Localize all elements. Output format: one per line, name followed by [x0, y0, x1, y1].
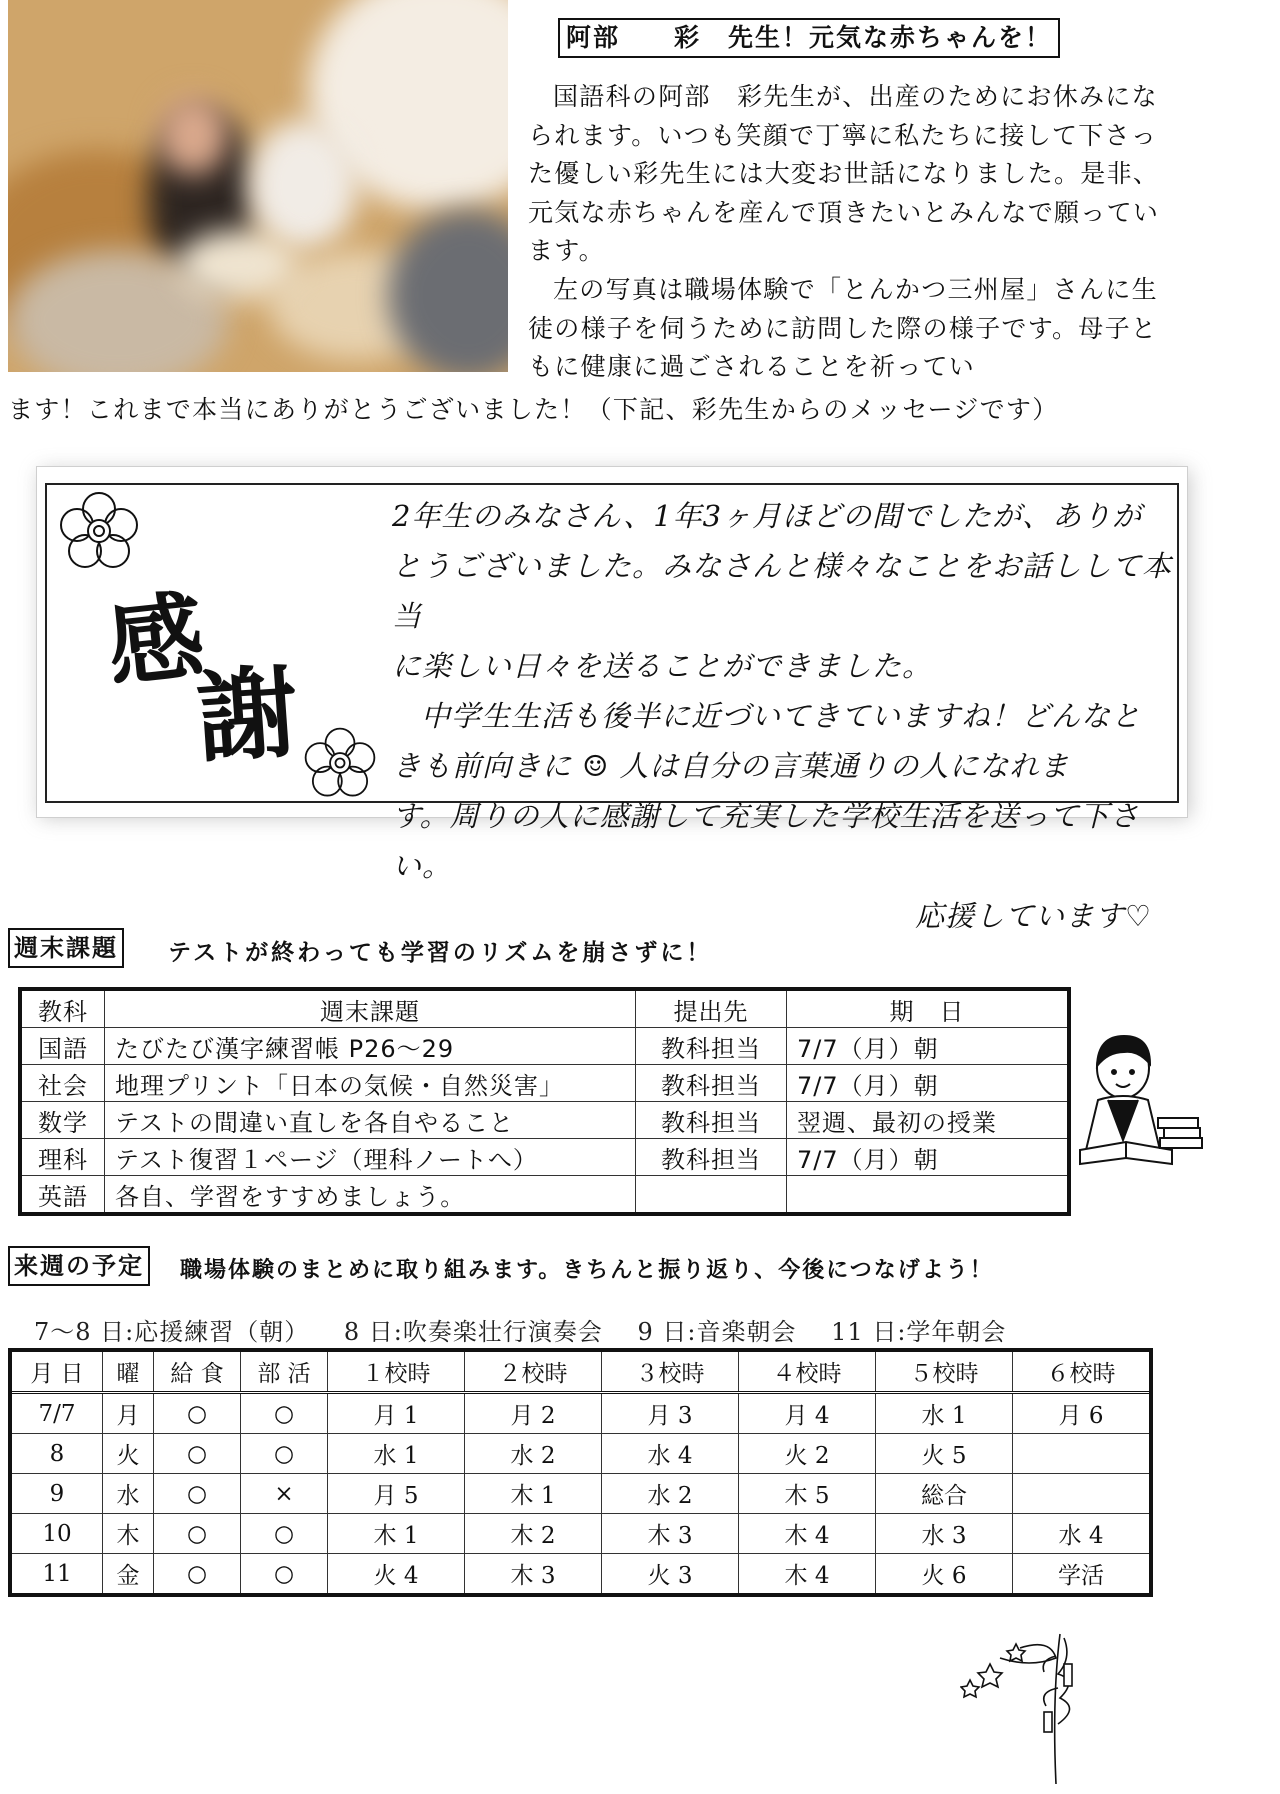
date-cell: 11	[10, 1554, 103, 1596]
tanabata-bamboo-illustration	[960, 1628, 1120, 1788]
period-cell: 木 3	[602, 1514, 739, 1554]
period-cell: 木 4	[739, 1514, 876, 1554]
article-paragraph-2: 左の写真は職場体験で「とんかつ三州屋」さんに生徒の様子を伺うために訪問した際の様子です。母子ともに健康に過ごされることを祈ってい	[528, 274, 1158, 382]
table-row	[20, 1028, 1069, 1065]
flower-icon	[302, 725, 378, 801]
table-header-row	[10, 1350, 1151, 1393]
date-cell: 10	[10, 1514, 103, 1554]
table-row	[20, 1176, 1069, 1215]
club-cell: ○	[241, 1514, 328, 1554]
period-cell: 木 2	[465, 1514, 602, 1554]
period-cell: 木 1	[328, 1514, 465, 1554]
column-header: １校時	[328, 1350, 465, 1393]
message-line: きも前向きに ☺ 人は自分の言葉通りの人になれま	[392, 749, 1070, 783]
lunch-cell: ○	[154, 1474, 241, 1514]
column-header: 曜	[103, 1350, 154, 1393]
club-cell: ○	[241, 1393, 328, 1434]
subject-cell: 社会	[20, 1065, 105, 1102]
next-week-headline: 職場体験のまとめに取り組みます。きちんと振り返り、今後につなげよう！	[180, 1258, 994, 1283]
article-paragraph-tail: ます！これまで本当にありがとうございました！（下記、彩先生からのメッセージです）	[8, 395, 1059, 424]
date-cell: 8	[10, 1434, 103, 1474]
event-list	[34, 1312, 1032, 1347]
teacher-photo	[8, 0, 508, 372]
period-cell: 火 3	[602, 1554, 739, 1596]
article-body	[528, 78, 1168, 387]
task-cell: 地理プリント「日本の気候・自然災害」	[105, 1065, 636, 1102]
period-cell: 火 5	[876, 1434, 1013, 1474]
club-cell: ○	[241, 1554, 328, 1596]
submit-to-cell: 教科担当	[636, 1102, 787, 1139]
period-cell	[1013, 1474, 1152, 1514]
date-cell: 9	[10, 1474, 103, 1514]
event-item: 9 日:音楽朝会	[637, 1318, 797, 1346]
submit-to-cell: 教科担当	[636, 1139, 787, 1176]
message-line: す。周りの人に感謝して充実した学校生活を送って下さい。	[392, 799, 1140, 883]
weekday-cell: 金	[103, 1554, 154, 1596]
period-cell: 水 1	[876, 1393, 1013, 1434]
column-header: 月 日	[10, 1350, 103, 1393]
big-kanji-sha: 謝	[193, 652, 302, 778]
submit-to-cell: 教科担当	[636, 1065, 787, 1102]
article-title: 阿部 彩 先生！元気な赤ちゃんを！	[558, 18, 1060, 58]
task-cell: 各自、学習をすすめましょう。	[105, 1176, 636, 1215]
message-line: 2年生のみなさん、1年3ヶ月ほどの間でしたが、ありが	[392, 499, 1143, 533]
table-row	[20, 1102, 1069, 1139]
period-cell: 水 2	[465, 1434, 602, 1474]
weekend-homework-table	[18, 987, 1071, 1216]
handwritten-message	[392, 491, 1192, 941]
column-header: 週末課題	[105, 989, 636, 1028]
period-cell: 水 4	[602, 1434, 739, 1474]
period-cell: 月 4	[739, 1393, 876, 1434]
event-item: 11 日:学年朝会	[831, 1318, 1007, 1346]
lunch-cell: ○	[154, 1434, 241, 1474]
column-header: 教科	[20, 989, 105, 1028]
date-cell: 7/7	[10, 1393, 103, 1434]
period-cell: 総合	[876, 1474, 1013, 1514]
article-paragraph-1: 国語科の阿部 彩先生が、出産のためにお休みになられます。いつも笑顔で丁寧に私たちに接して下さった優しい彩先生には大変お世話になりました。是非、元気な赤ちゃんを産んで頂きたいとみんなで願っています。	[528, 82, 1160, 266]
table-row	[10, 1554, 1151, 1596]
column-header: 給 食	[154, 1350, 241, 1393]
message-signoff: 応援しています♡	[915, 899, 1152, 933]
column-header: ５校時	[876, 1350, 1013, 1393]
period-cell: 月 6	[1013, 1393, 1152, 1434]
table-row	[10, 1434, 1151, 1474]
period-cell	[1013, 1434, 1152, 1474]
period-cell: 水 2	[602, 1474, 739, 1514]
period-cell: 月 5	[328, 1474, 465, 1514]
event-item: 8 日:吹奏楽壮行演奏会	[343, 1318, 603, 1346]
period-cell: 木 3	[465, 1554, 602, 1596]
lunch-cell: ○	[154, 1514, 241, 1554]
column-header: ２校時	[465, 1350, 602, 1393]
due-cell: 7/7（月）朝	[787, 1139, 1070, 1176]
period-cell: 学活	[1013, 1554, 1152, 1596]
table-row	[20, 1065, 1069, 1102]
big-kanji-kan: 感	[102, 579, 210, 702]
message-card-frame	[45, 483, 1179, 933]
next-week-section-label: 来週の予定	[8, 1246, 150, 1286]
subject-cell: 数学	[20, 1102, 105, 1139]
table-row	[10, 1514, 1151, 1554]
period-cell: 火 4	[328, 1554, 465, 1596]
table-row	[10, 1474, 1151, 1514]
weekday-cell: 木	[103, 1514, 154, 1554]
weekday-cell: 水	[103, 1474, 154, 1514]
column-header: ６校時	[1013, 1350, 1152, 1393]
column-header: ４校時	[739, 1350, 876, 1393]
period-cell: 月 2	[465, 1393, 602, 1434]
task-cell: たびたび漢字練習帳 P26〜29	[105, 1028, 636, 1065]
subject-cell: 英語	[20, 1176, 105, 1215]
weekday-cell: 月	[103, 1393, 154, 1434]
weekday-cell: 火	[103, 1434, 154, 1474]
column-header: 部 活	[241, 1350, 328, 1393]
message-line: とうございました。みなさんと様々なことをお話しして本当	[392, 549, 1173, 633]
task-cell: テストの間違い直しを各自やること	[105, 1102, 636, 1139]
period-cell: 木 1	[465, 1474, 602, 1514]
subject-cell: 国語	[20, 1028, 105, 1065]
period-cell: 木 4	[739, 1554, 876, 1596]
period-cell: 木 5	[739, 1474, 876, 1514]
flower-icon	[57, 489, 141, 573]
table-row	[20, 1139, 1069, 1176]
lunch-cell: ○	[154, 1393, 241, 1434]
due-cell	[787, 1176, 1070, 1215]
weekly-schedule-table	[8, 1348, 1153, 1597]
event-item: 7〜8 日:応援練習（朝）	[34, 1318, 310, 1346]
period-cell: 水 4	[1013, 1514, 1152, 1554]
period-cell: 火 6	[876, 1554, 1013, 1596]
club-cell: ○	[241, 1434, 328, 1474]
message-line: に楽しい日々を送ることができました。	[392, 649, 933, 683]
club-cell: ×	[241, 1474, 328, 1514]
due-cell: 7/7（月）朝	[787, 1028, 1070, 1065]
message-card	[36, 466, 1188, 933]
student-reading-illustration	[1068, 1030, 1208, 1200]
weekend-section-label: 週末課題	[8, 928, 124, 968]
message-line: 中学生生活も後半に近づいてきていますね！どんなと	[421, 699, 1142, 733]
submit-to-cell	[636, 1176, 787, 1215]
table-row	[10, 1393, 1151, 1434]
task-cell: テスト復習１ページ（理科ノートへ）	[105, 1139, 636, 1176]
period-cell: 月 3	[602, 1393, 739, 1434]
column-header: 期 日	[787, 989, 1070, 1028]
subject-cell: 理科	[20, 1139, 105, 1176]
submit-to-cell: 教科担当	[636, 1028, 787, 1065]
period-cell: 水 1	[328, 1434, 465, 1474]
table-header-row	[20, 989, 1069, 1028]
period-cell: 火 2	[739, 1434, 876, 1474]
weekend-headline: テストが終わっても学習のリズムを崩さずに！	[168, 940, 713, 966]
due-cell: 翌週、最初の授業	[787, 1102, 1070, 1139]
period-cell: 水 3	[876, 1514, 1013, 1554]
due-cell: 7/7（月）朝	[787, 1065, 1070, 1102]
period-cell: 月 1	[328, 1393, 465, 1434]
column-header: ３校時	[602, 1350, 739, 1393]
column-header: 提出先	[636, 989, 787, 1028]
lunch-cell: ○	[154, 1554, 241, 1596]
